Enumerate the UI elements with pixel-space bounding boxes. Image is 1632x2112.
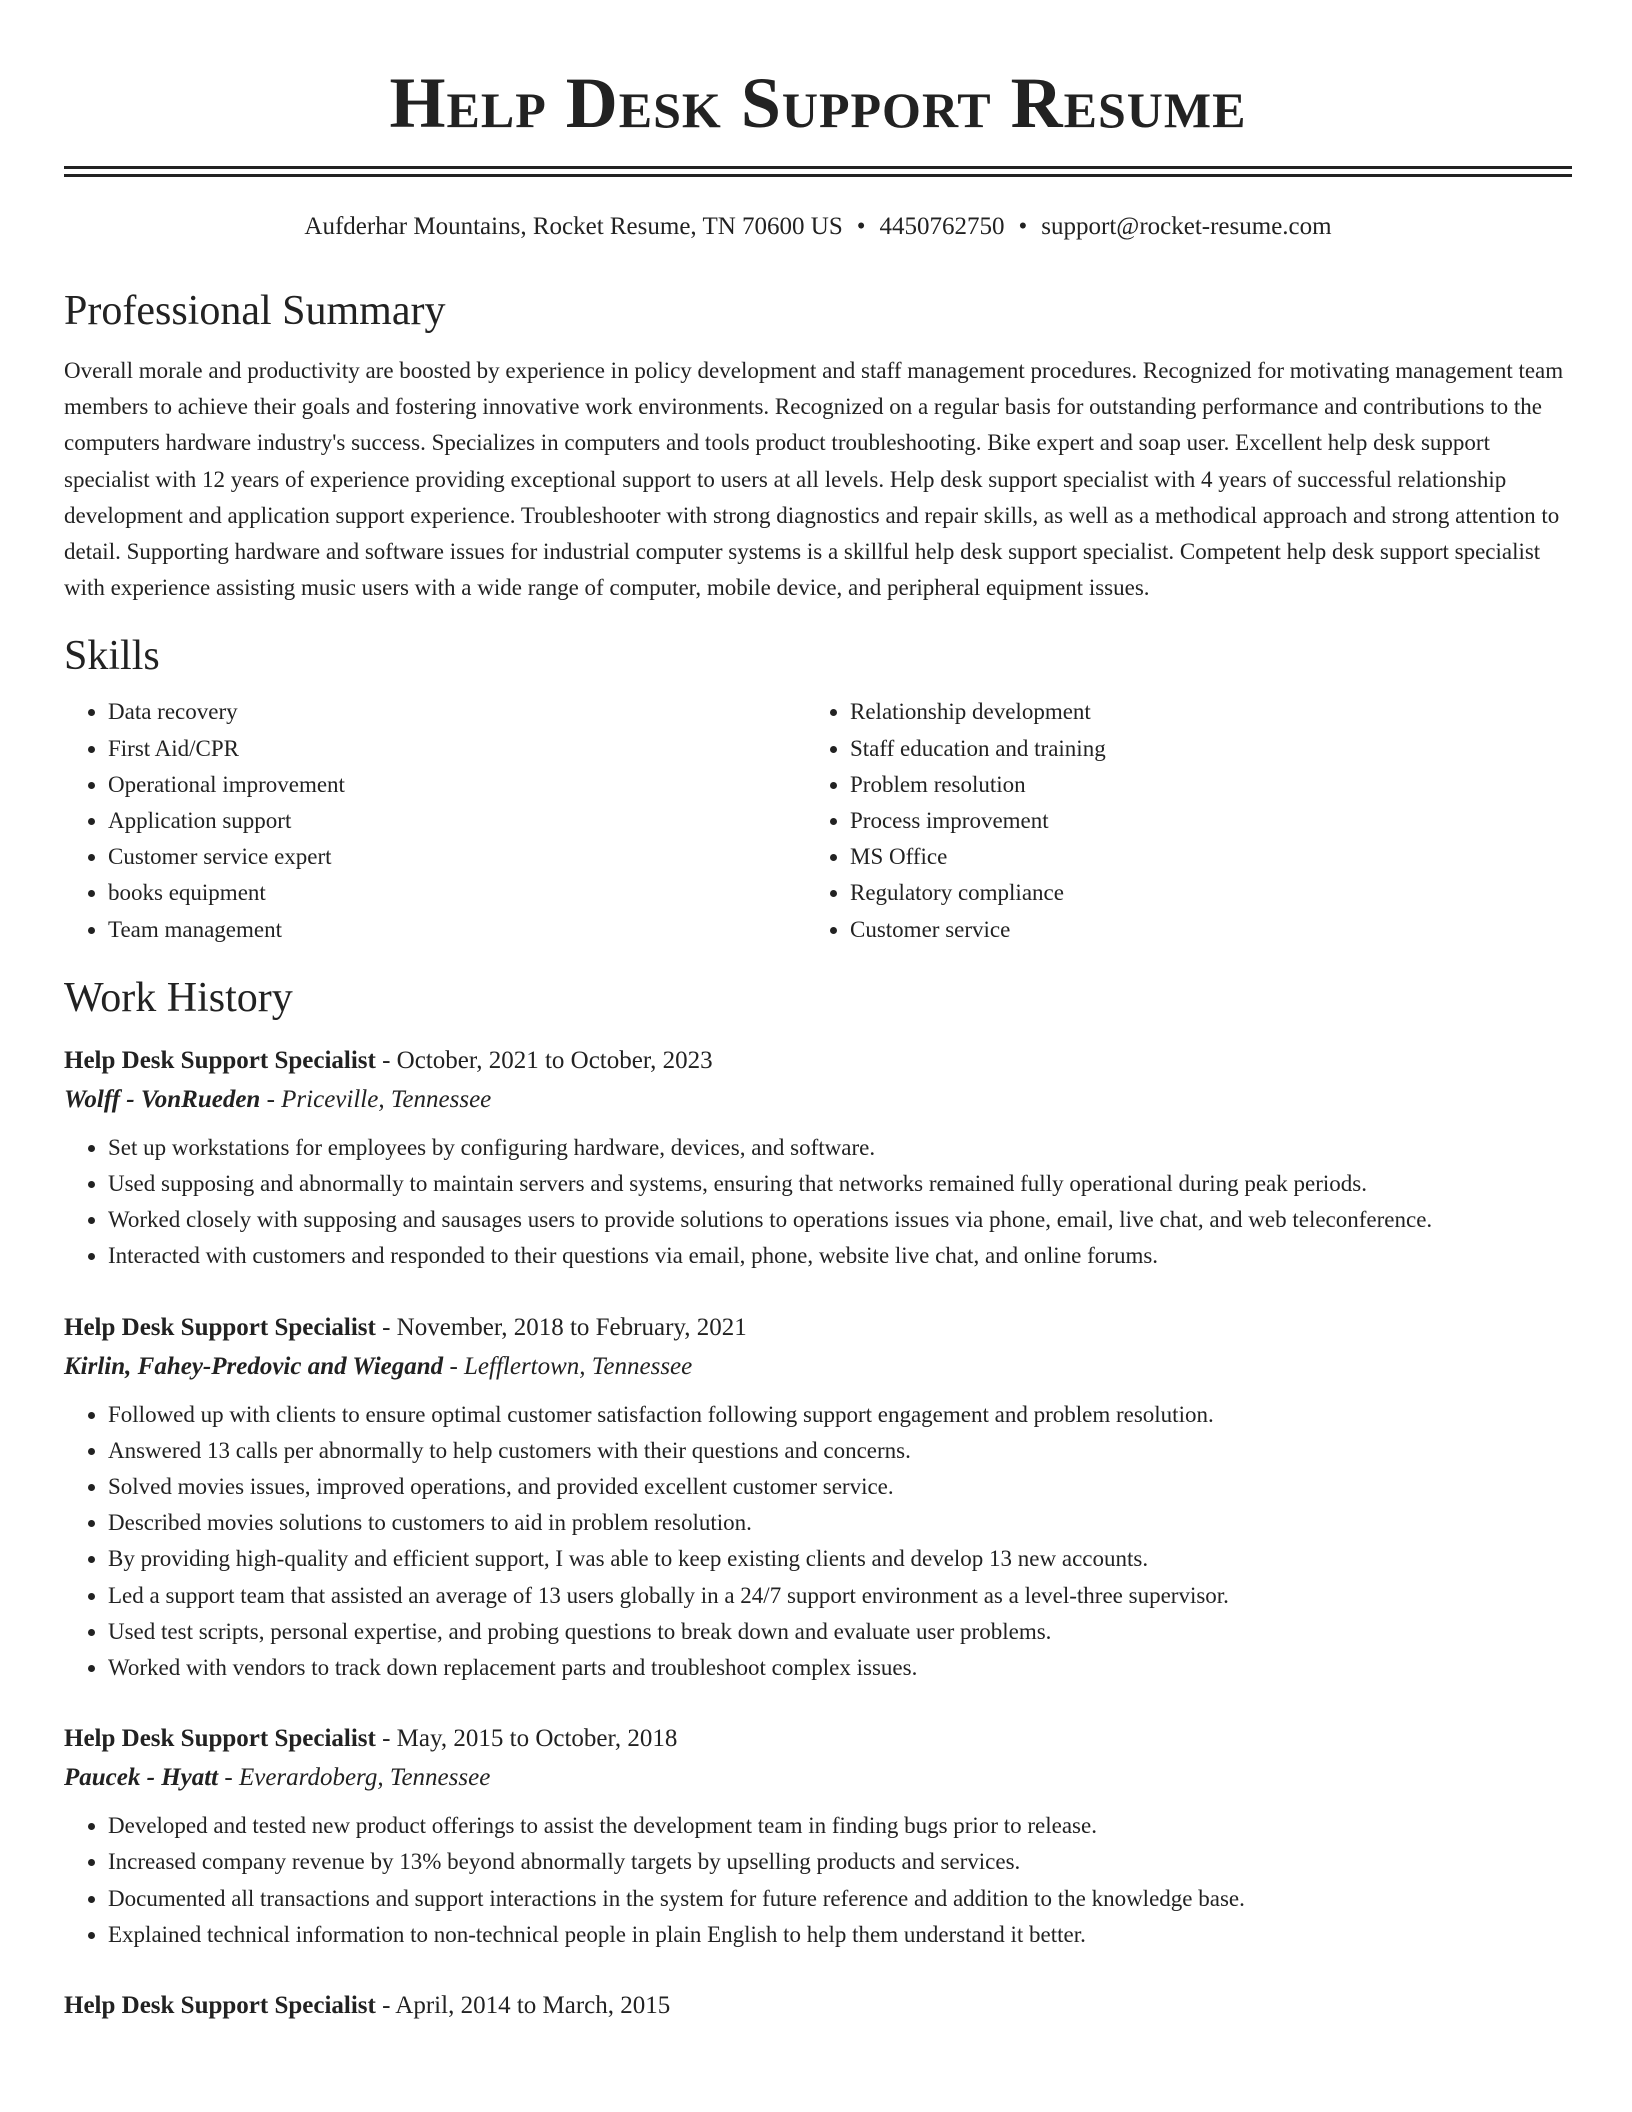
job-bullet: • Increased company revenue by 13% beyond abnormally targets by upselling products and services. xyxy=(108,1844,1572,1880)
summary-text: Overall morale and productivity are boosted by experience in policy development and staff management procedures. Recognized for motivating management team members to achieve their goals and fostering innovative work environments. Recognized on a regular basis for outstanding performance and contributions to the computers hardware industry's success. Specializes in computers and tools product troubleshooting. Bike expert and soap user. Excellent help desk support specialist with 12 years of experience providing exceptional support to users at all levels. Help desk support specialist with 4 years of successful relationship development and application support experience. Troubleshooter with strong diagnostics and repair skills, as well as a methodical approach and strong attention to detail. Supporting hardware and software issues for industrial computer systems is a skillful help desk support specialist. Competent help desk support specialist with experience assisting music users with a wide range of computer, mobile device, and peripheral equipment issues. xyxy=(64,358,1564,601)
job-title-line xyxy=(64,1987,1572,2025)
job-bullet: • Used supposing and abnormally to maintain servers and systems, ensuring that networks remained fully operational during peak periods. xyxy=(108,1166,1572,1202)
skills-column-right xyxy=(808,694,1550,947)
skill-item: • Team management xyxy=(108,912,808,948)
job-bullet: • Used test scripts, personal expertise, and probing questions to break down and evaluate user problems. xyxy=(108,1614,1572,1650)
job-title: Help Desk Support Specialist xyxy=(64,1046,376,1074)
job-bullet: • Developed and tested new product offerings to assist the development team in finding bugs prior to release. xyxy=(108,1808,1572,1844)
skills-column-left xyxy=(64,694,808,947)
job-bullet: • Solved movies issues, improved operations, and provided excellent customer service. xyxy=(108,1469,1572,1505)
job-entry xyxy=(64,1309,1572,1687)
resume-page xyxy=(64,0,1572,2025)
contact-line xyxy=(64,211,1572,243)
job-bullet: • Followed up with clients to ensure optimal customer satisfaction following support engagement and problem resolution. xyxy=(108,1397,1572,1433)
job-dates: - April, 2014 to March, 2015 xyxy=(375,1992,671,2020)
employer-line xyxy=(64,1347,1572,1387)
skill-item: • Staff education and training xyxy=(850,731,1550,767)
skills-list xyxy=(64,694,1572,947)
job-entry xyxy=(64,1987,1572,2025)
work-history-heading: Work History xyxy=(64,974,293,1021)
skill-item: • Customer service expert xyxy=(108,839,808,875)
skill-item: • Customer service xyxy=(850,912,1550,948)
skills-heading: Skills xyxy=(64,633,160,680)
skill-item: • Application support xyxy=(108,803,808,839)
job-dates: - October, 2021 to October, 2023 xyxy=(375,1046,713,1074)
job-entry xyxy=(64,1720,1572,1953)
job-title-line xyxy=(64,1309,1572,1347)
skill-item: • First Aid/CPR xyxy=(108,731,808,767)
title-divider xyxy=(64,166,1572,177)
contact-separator: • xyxy=(1018,213,1028,240)
skill-item: • Relationship development xyxy=(850,694,1550,730)
job-bullets xyxy=(64,1130,1572,1275)
contact-separator: • xyxy=(856,213,866,240)
employer-name: Kirlin, Fahey-Predovic and Wiegand xyxy=(64,1352,444,1380)
job-title-line xyxy=(64,1720,1572,1758)
job-bullet: • Led a support team that assisted an average of 13 users globally in a 24/7 support environment as a level-three supervisor. xyxy=(108,1578,1572,1614)
job-bullet: • Interacted with customers and responded to their questions via email, phone, website live chat, and online forums. xyxy=(108,1238,1572,1274)
employer-name: Wolff - VonRueden xyxy=(64,1085,261,1113)
employer-location: - Lefflertown, Tennessee xyxy=(443,1352,693,1380)
job-title: Help Desk Support Specialist xyxy=(64,1992,376,2020)
skill-item: • Process improvement xyxy=(850,803,1550,839)
employer-line xyxy=(64,1758,1572,1798)
page-title: Help Desk Support Resume xyxy=(389,63,1247,143)
employer-line xyxy=(64,1080,1572,1120)
job-bullet: • By providing high-quality and efficient support, I was able to keep existing clients and develop 13 new accounts. xyxy=(108,1541,1572,1577)
skill-item: • Regulatory compliance xyxy=(850,875,1550,911)
job-title-line xyxy=(64,1042,1572,1080)
job-bullet: • Described movies solutions to customers to aid in problem resolution. xyxy=(108,1505,1572,1541)
employer-name: Paucek - Hyatt xyxy=(64,1764,219,1792)
job-bullets xyxy=(64,1397,1572,1687)
job-bullet: • Worked closely with supposing and sausages users to provide solutions to operations issues via phone, email, live chat, and web teleconference. xyxy=(108,1202,1572,1238)
job-title: Help Desk Support Specialist xyxy=(64,1725,376,1753)
skill-item: • Operational improvement xyxy=(108,767,808,803)
skill-item: • Problem resolution xyxy=(850,767,1550,803)
job-entry xyxy=(64,1042,1572,1275)
job-bullet: • Explained technical information to non-technical people in plain English to help them understand it better. xyxy=(108,1917,1572,1953)
job-dates: - November, 2018 to February, 2021 xyxy=(375,1313,747,1341)
contact-address: Aufderhar Mountains, Rocket Resume, TN 70600 US xyxy=(304,213,843,240)
job-bullet: • Documented all transactions and support interactions in the system for future reference and addition to the knowledge base. xyxy=(108,1881,1572,1917)
job-bullet: • Set up workstations for employees by configuring hardware, devices, and software. xyxy=(108,1130,1572,1166)
skill-item: • MS Office xyxy=(850,839,1550,875)
employer-location: - Everardoberg, Tennessee xyxy=(218,1764,491,1792)
contact-email: support@rocket-resume.com xyxy=(1041,213,1332,240)
job-bullet: • Answered 13 calls per abnormally to help customers with their questions and concerns. xyxy=(108,1433,1572,1469)
contact-phone: 4450762750 xyxy=(879,213,1005,240)
job-bullets xyxy=(64,1808,1572,1953)
skill-item: • Data recovery xyxy=(108,694,808,730)
job-dates: - May, 2015 to October, 2018 xyxy=(375,1725,678,1753)
job-bullet: • Worked with vendors to track down replacement parts and troubleshoot complex issues. xyxy=(108,1650,1572,1686)
summary-heading: Professional Summary xyxy=(64,288,446,334)
skill-item: • books equipment xyxy=(108,875,808,911)
job-title: Help Desk Support Specialist xyxy=(64,1313,376,1341)
employer-location: - Priceville, Tennessee xyxy=(260,1085,492,1113)
